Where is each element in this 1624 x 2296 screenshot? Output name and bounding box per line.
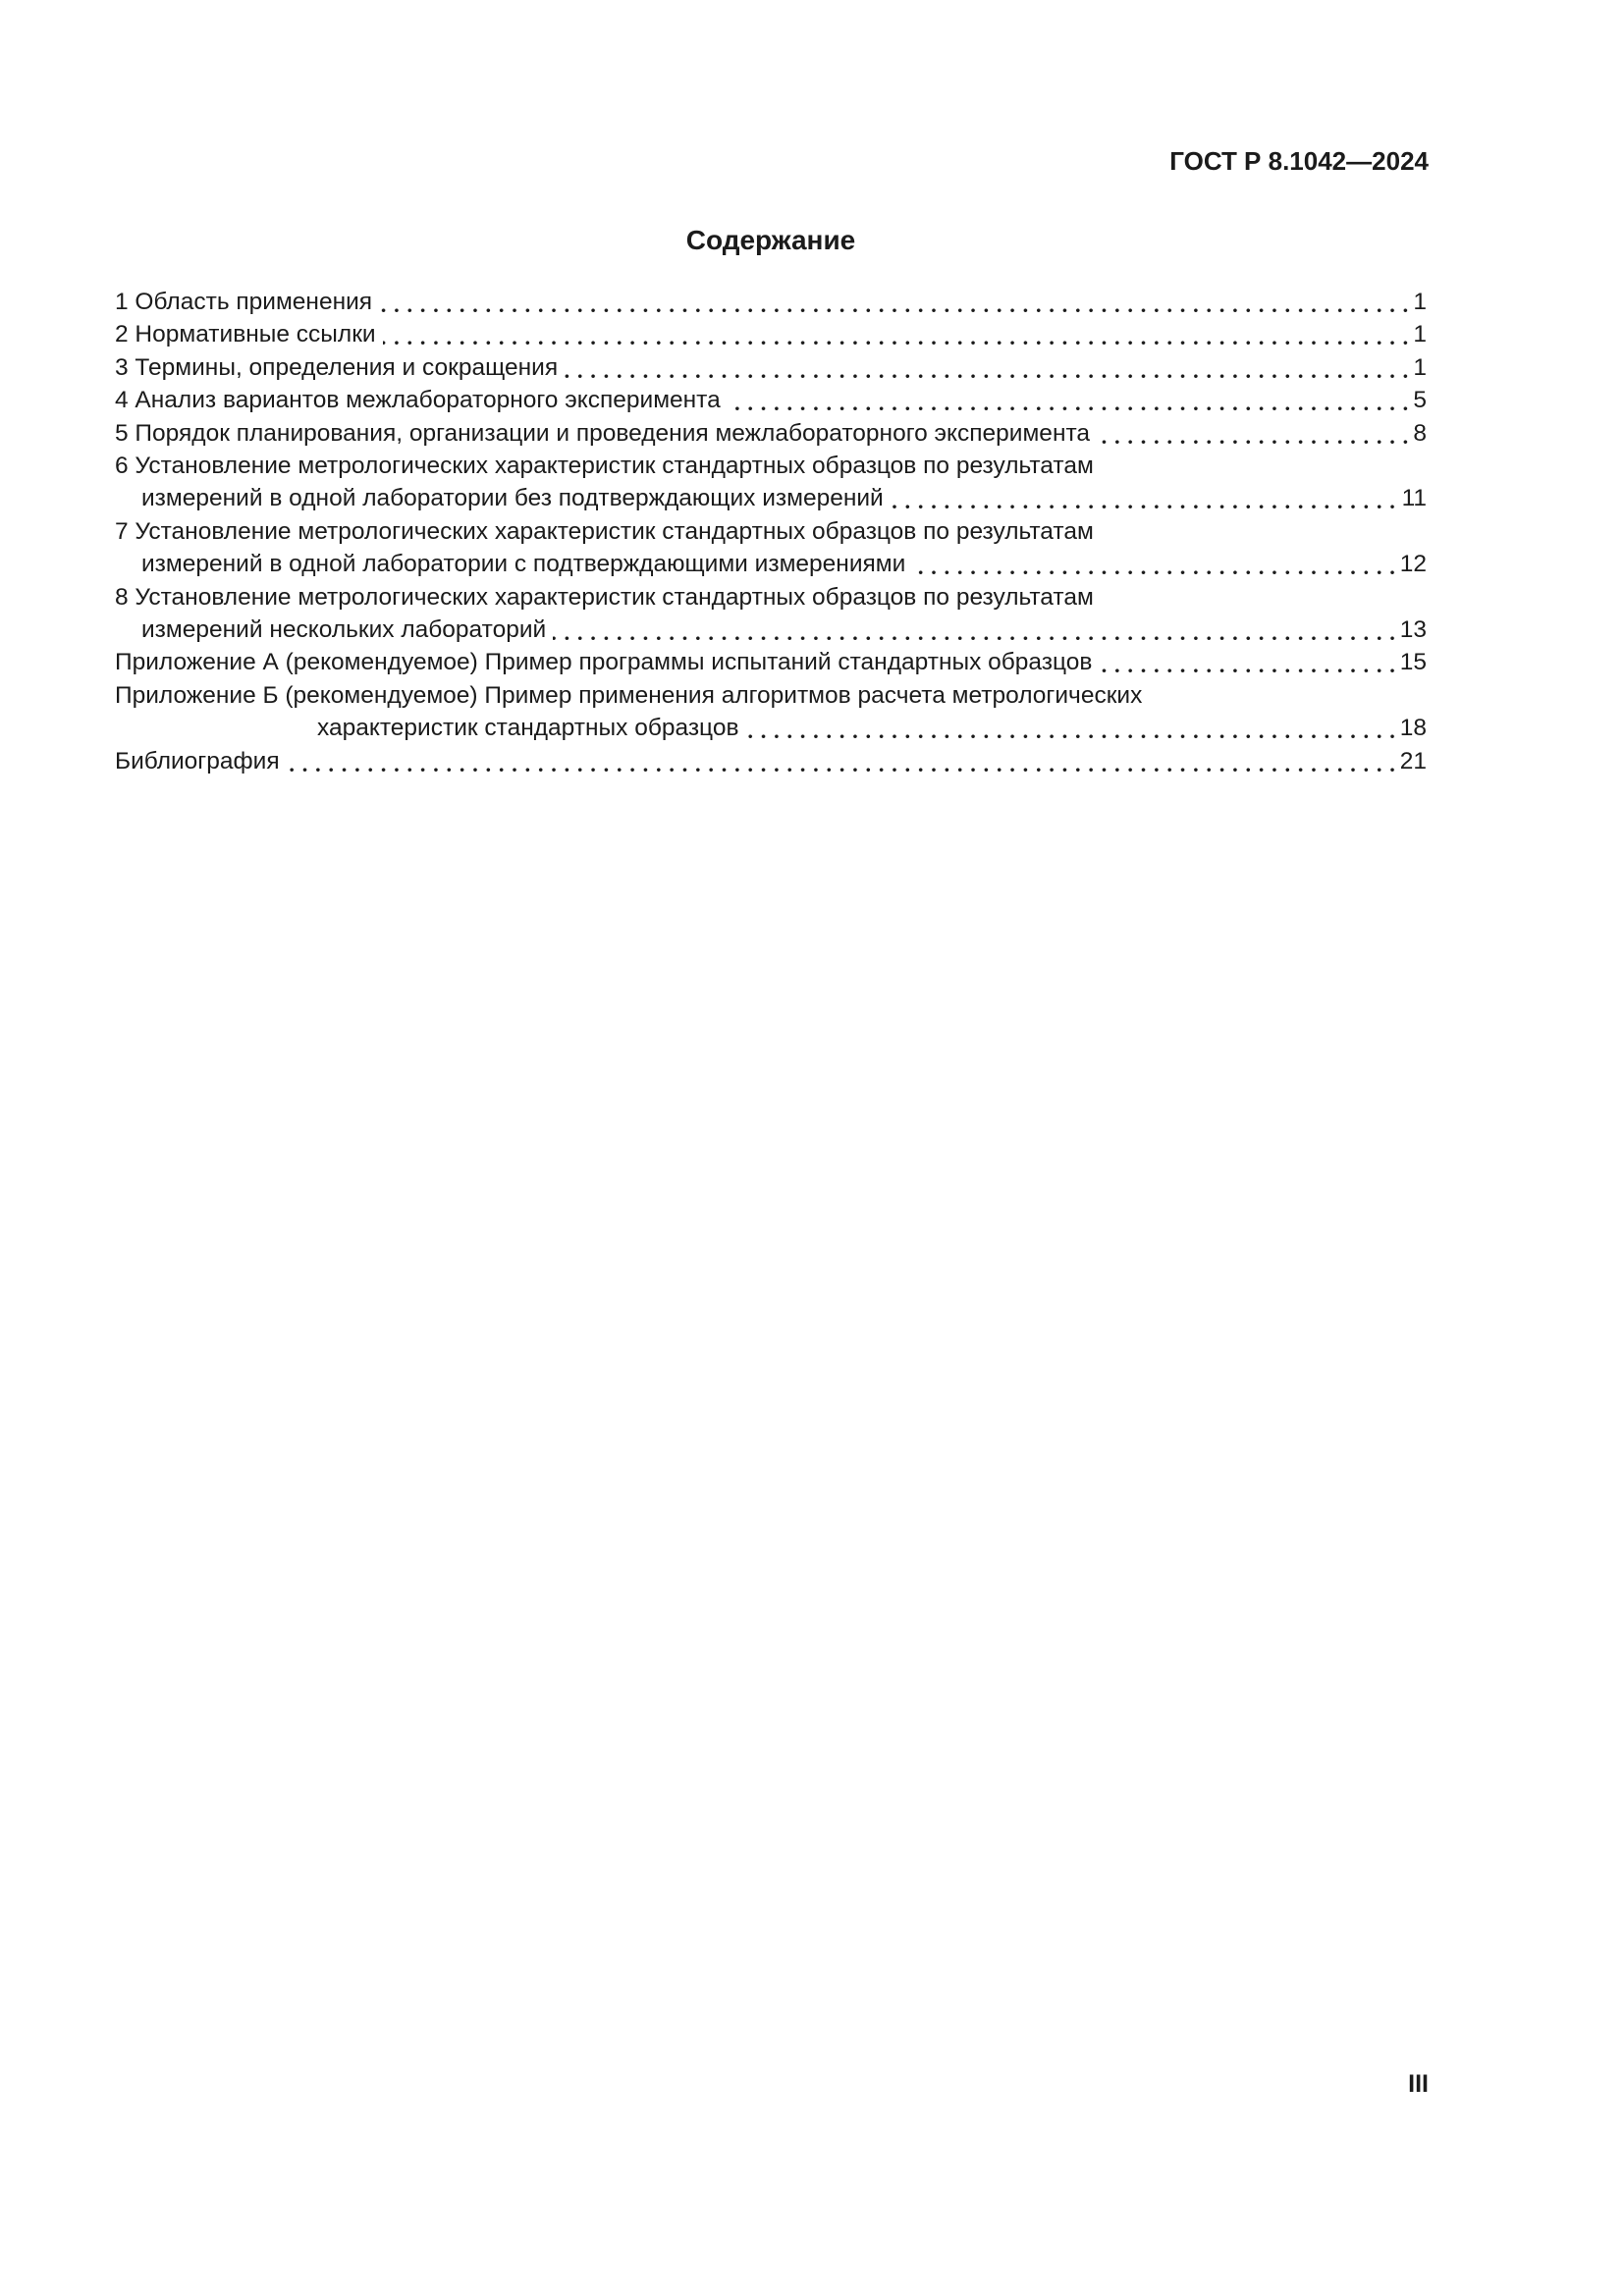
- toc-entry-title: 6 Установление метрологических характеристик стандартных образцов по результатам: [115, 450, 1101, 482]
- toc-entry-title: Приложение А (рекомендуемое) Пример программы испытаний стандартных образцов: [115, 646, 1099, 678]
- toc-entry: [115, 384, 1427, 416]
- toc-entry-title: 5 Порядок планирования, организации и проведения межлабораторного эксперимента: [115, 417, 1097, 450]
- standard-code: ГОСТ Р 8.1042—2024: [1169, 146, 1429, 176]
- page-title: Содержание: [685, 225, 856, 255]
- toc-entry-title: 2 Нормативные ссылки: [115, 318, 383, 350]
- toc-entry-title-continuation: измерений в одной лаборатории с подтверждающими измерениями: [115, 548, 912, 580]
- toc-entry: [115, 679, 1427, 745]
- toc-entry: [115, 286, 1427, 318]
- toc-entry-page: 1: [1409, 351, 1427, 384]
- toc-entry: [115, 417, 1427, 450]
- page-number: III: [1408, 2070, 1429, 2098]
- toc-entry-page: 5: [1409, 384, 1427, 416]
- toc-entry: [115, 646, 1427, 678]
- toc-entry: [115, 450, 1427, 515]
- toc-entry-title: 3 Термины, определения и сокращения: [115, 351, 565, 384]
- toc-entry: [115, 581, 1427, 647]
- toc-entry-title-continuation: измерений в одной лаборатории без подтверждающих измерений: [115, 482, 891, 514]
- toc-entry-page: 13: [1396, 614, 1427, 646]
- toc-entry-title: 8 Установление метрологических характеристик стандартных образцов по результатам: [115, 581, 1101, 614]
- toc-entry-page: 8: [1409, 417, 1427, 450]
- toc-entry-title: Библиография: [115, 745, 287, 777]
- toc-entry-title: 1 Область применения: [115, 286, 379, 318]
- toc-entry-title: 7 Установление метрологических характеристик стандартных образцов по результатам: [115, 515, 1101, 548]
- toc-entry-page: 1: [1409, 318, 1427, 350]
- table-of-contents: [115, 286, 1427, 777]
- toc-entry-page: 21: [1396, 745, 1427, 777]
- toc-entry-title: 4 Анализ вариантов межлабораторного эксперимента: [115, 384, 728, 416]
- toc-entry-title-continuation: измерений нескольких лабораторий: [115, 614, 553, 646]
- toc-entry: [115, 745, 1427, 777]
- toc-entry: [115, 318, 1427, 350]
- toc-entry-page: 15: [1396, 646, 1427, 678]
- toc-entry: [115, 351, 1427, 384]
- toc-entry-title: Приложение Б (рекомендуемое) Пример применения алгоритмов расчета метрологических: [115, 679, 1149, 712]
- toc-entry-page: 11: [1398, 482, 1427, 514]
- toc-entry-title-continuation: характеристик стандартных образцов: [115, 712, 745, 744]
- toc-entry-page: 18: [1396, 712, 1427, 744]
- toc-entry-page: 1: [1409, 286, 1427, 318]
- toc-entry-page: 12: [1396, 548, 1427, 580]
- toc-entry: [115, 515, 1427, 581]
